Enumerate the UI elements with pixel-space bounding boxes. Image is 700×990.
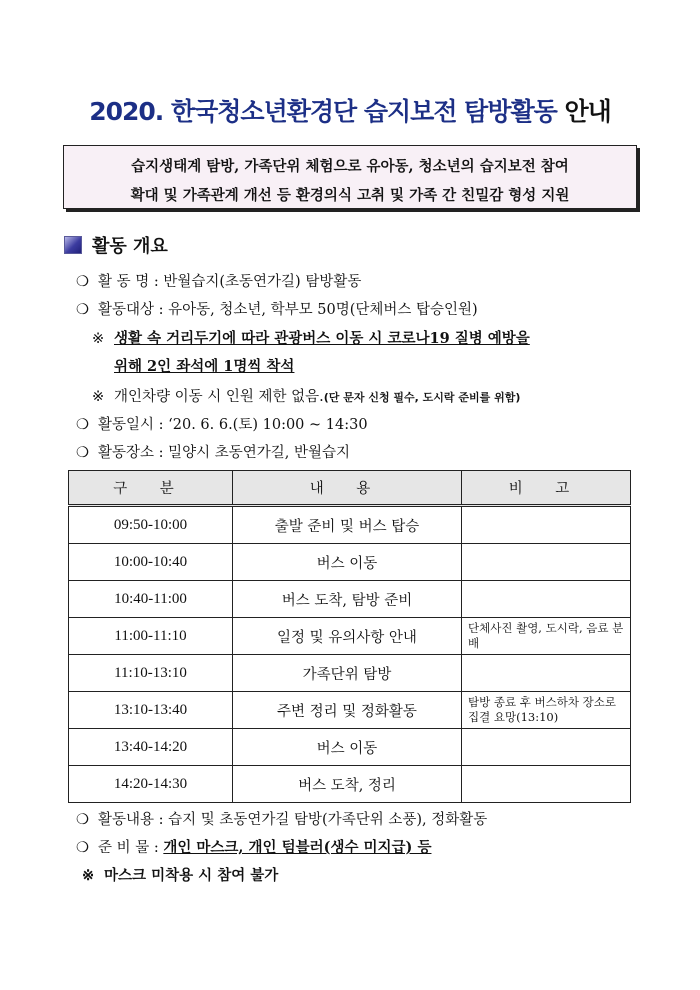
mask-note: ※ 마스크 미착용 시 참여 불가 bbox=[82, 867, 279, 884]
row-time: 14:20-14:30 bbox=[69, 766, 233, 803]
row-note bbox=[462, 655, 631, 692]
reference-mark-icon: ※ bbox=[92, 331, 105, 347]
circle-bullet-icon: ❍ bbox=[76, 812, 89, 828]
row-time: 13:40-14:20 bbox=[69, 729, 233, 766]
page-title-main: 2020. 한국청소년환경단 습지보전 탐방활동 bbox=[89, 97, 557, 126]
row-time: 10:00-10:40 bbox=[69, 544, 233, 581]
section-heading-label: 활동 개요 bbox=[92, 236, 168, 257]
page-title-suffix: 안내 bbox=[564, 97, 611, 126]
reference-mark-icon: ※ bbox=[82, 867, 95, 884]
overview-target: ❍ 활동대상 : 유아동, 청소년, 학부모 50명(단체버스 탑승인원) bbox=[76, 302, 478, 318]
section-heading bbox=[64, 232, 168, 258]
schedule-table bbox=[68, 470, 631, 803]
row-content: 버스 이동 bbox=[233, 544, 462, 581]
header-remarks: 비 고 bbox=[462, 471, 631, 506]
overview-note-2: ※ 개인차량 이동 시 인원 제한 없음.(단 문자 신청 필수, 도시락 준비를 위함) bbox=[92, 389, 521, 405]
row-content: 출발 준비 및 버스 탑승 bbox=[233, 506, 462, 544]
table-row bbox=[69, 729, 631, 766]
header-content: 내 용 bbox=[233, 471, 462, 506]
row-note bbox=[462, 729, 631, 766]
table-row bbox=[69, 766, 631, 803]
row-note: 단체사진 촬영, 도시락, 음료 분배 bbox=[462, 618, 631, 655]
row-note bbox=[462, 544, 631, 581]
row-time: 13:10-13:40 bbox=[69, 692, 233, 729]
overview-date: ❍ 활동일시 : ‘20. 6. 6.(토) 10:00 ~ 14:30 bbox=[76, 417, 368, 433]
circle-bullet-icon: ❍ bbox=[76, 417, 89, 433]
square-bullet-icon bbox=[64, 236, 82, 254]
row-content: 버스 이동 bbox=[233, 729, 462, 766]
row-note bbox=[462, 506, 631, 544]
table-row bbox=[69, 618, 631, 655]
row-note: 탐방 종료 후 버스하차 장소로 집결 요망(13:10) bbox=[462, 692, 631, 729]
row-time: 11:00-11:10 bbox=[69, 618, 233, 655]
row-content: 가족단위 탐방 bbox=[233, 655, 462, 692]
row-content: 버스 도착, 정리 bbox=[233, 766, 462, 803]
table-header-row bbox=[69, 471, 631, 506]
activity-content: ❍ 활동내용 : 습지 및 초동연가길 탐방(가족단위 소풍), 정화활동 bbox=[76, 812, 488, 828]
summary-line-2: 확대 및 가족관계 개선 등 환경의식 고취 및 가족 간 친밀감 형성 지원 bbox=[130, 187, 570, 204]
circle-bullet-icon: ❍ bbox=[76, 274, 89, 290]
row-note bbox=[462, 581, 631, 618]
overview-name: ❍ 활 동 명 : 반월습지(초동연가길) 탐방활동 bbox=[76, 274, 362, 290]
table-row bbox=[69, 655, 631, 692]
row-content: 버스 도착, 탐방 준비 bbox=[233, 581, 462, 618]
row-time: 10:40-11:00 bbox=[69, 581, 233, 618]
table-row bbox=[69, 692, 631, 729]
row-time: 09:50-10:00 bbox=[69, 506, 233, 544]
table-row bbox=[69, 581, 631, 618]
overview-note-1-cont: 위해 2인 좌석에 1명씩 착석 bbox=[114, 358, 295, 375]
row-content: 일정 및 유의사항 안내 bbox=[233, 618, 462, 655]
overview-place: ❍ 활동장소 : 밀양시 초동연가길, 반월습지 bbox=[76, 445, 351, 461]
table-row bbox=[69, 544, 631, 581]
circle-bullet-icon: ❍ bbox=[76, 445, 89, 461]
circle-bullet-icon: ❍ bbox=[76, 302, 89, 318]
circle-bullet-icon: ❍ bbox=[76, 840, 89, 856]
reference-mark-icon: ※ bbox=[92, 389, 105, 405]
summary-line-1: 습지생태계 탐방, 가족단위 체험으로 유아동, 청소년의 습지보전 참여 bbox=[131, 158, 569, 175]
preparation: ❍ 준 비 물 : 개인 마스크, 개인 텀블러(생수 미지급) 등 bbox=[76, 839, 432, 856]
overview-note-1: ※ 생활 속 거리두기에 따라 관광버스 이동 시 코로나19 질병 예방을 bbox=[92, 330, 530, 347]
header-category: 구 분 bbox=[69, 471, 233, 506]
page-title bbox=[0, 92, 700, 128]
row-content: 주변 정리 및 정화활동 bbox=[233, 692, 462, 729]
row-time: 11:10-13:10 bbox=[69, 655, 233, 692]
summary-box bbox=[63, 145, 637, 209]
row-note bbox=[462, 766, 631, 803]
table-row bbox=[69, 506, 631, 544]
